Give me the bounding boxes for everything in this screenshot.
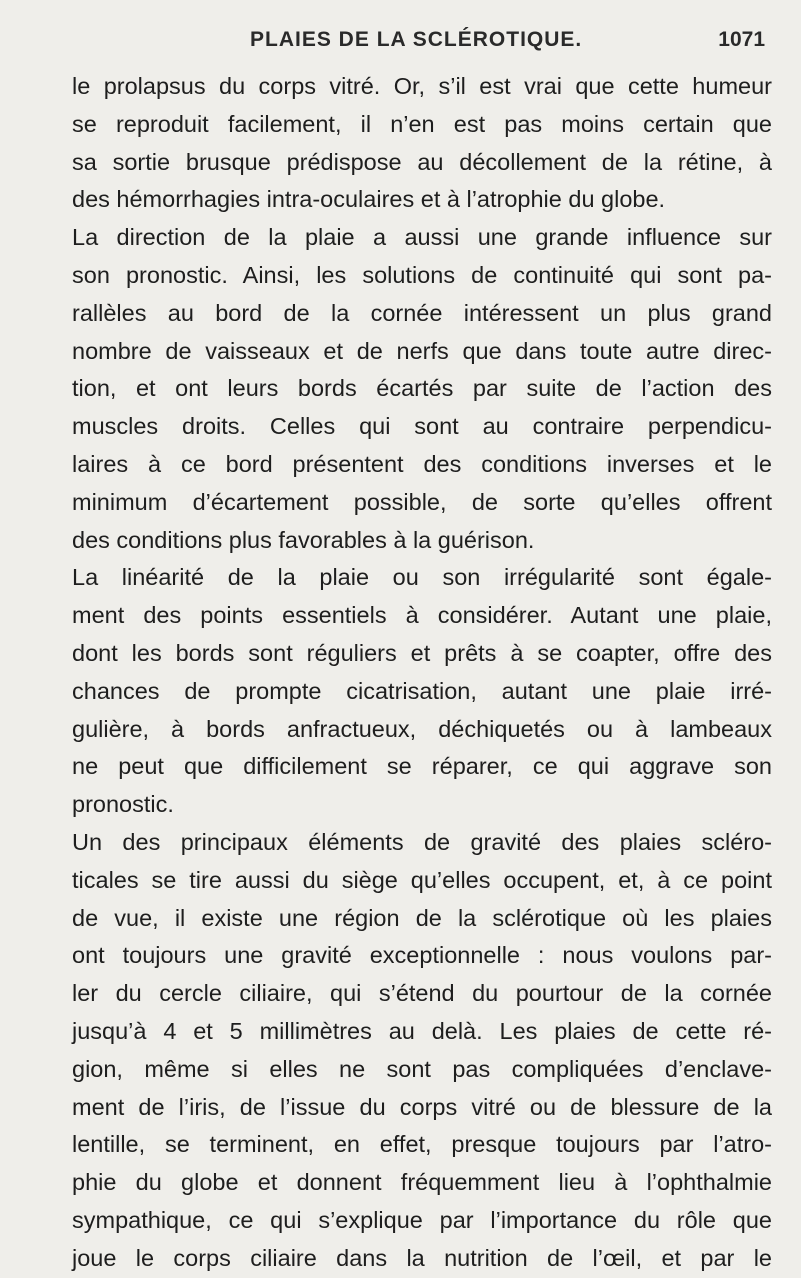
text-line: ment de l’iris, de l’issue du corps vitré ou de blessure de la bbox=[72, 1093, 772, 1120]
text-line: des hémorrhagies intra-oculaires et à l’atrophie du globe. bbox=[72, 186, 666, 213]
text-line: joue le corps ciliaire dans la nutrition de l’œil, et par le bbox=[72, 1244, 772, 1271]
running-title: PLAIES DE LA SCLÉROTIQUE. bbox=[250, 28, 583, 51]
text-line: ne peut que difficilement se réparer, ce qui aggrave son bbox=[72, 753, 772, 780]
text-line: tion, et ont leurs bords écartés par suite de l’action des bbox=[72, 375, 772, 402]
text-line: de vue, il existe une région de la sclérotique où les plaies bbox=[72, 904, 772, 931]
text-line: sympathique, ce qui s’explique par l’importance du rôle que bbox=[72, 1206, 772, 1233]
text-line: gulière, à bords anfractueux, déchiquetés ou à lambeaux bbox=[72, 715, 772, 742]
text-line: lentille, se terminent, en effet, presque toujours par l’atro- bbox=[72, 1131, 772, 1158]
text-line: le prolapsus du corps vitré. Or, s’il est vrai que cette humeur bbox=[72, 73, 772, 99]
text-line: pronostic. bbox=[72, 791, 174, 818]
text-line: nombre de vaisseaux et de nerfs que dans toute autre direc- bbox=[72, 337, 772, 364]
text-line: ment des points essentiels à considérer. Autant une plaie, bbox=[72, 602, 772, 629]
text-line: des conditions plus favorables à la guérison. bbox=[72, 526, 535, 553]
text-line: rallèles au bord de la cornée intéressent un plus grand bbox=[72, 299, 772, 326]
text-line: sa sortie brusque prédispose au décollement de la rétine, à bbox=[72, 148, 772, 175]
text-line: laires à ce bord présentent des conditions inverses et le bbox=[72, 450, 772, 477]
text-line: Un des principaux éléments de gravité des plaies scléro- bbox=[72, 828, 772, 855]
text-line: phie du globe et donnent fréquemment lieu à l’ophthalmie bbox=[72, 1169, 772, 1196]
text-line: gion, même si elles ne sont pas compliquées d’enclave- bbox=[72, 1055, 772, 1082]
body-text bbox=[72, 68, 772, 1278]
text-line: muscles droits. Celles qui sont au contraire perpendicu- bbox=[72, 413, 772, 440]
running-head bbox=[72, 28, 765, 58]
text-line: son pronostic. Ainsi, les solutions de continuité qui sont pa- bbox=[72, 261, 772, 288]
text-line: jusqu’à 4 et 5 millimètres au delà. Les plaies de cette ré- bbox=[72, 1017, 772, 1044]
text-line: dont les bords sont réguliers et prêts à se coapter, offre des bbox=[72, 639, 772, 666]
text-line: La direction de la plaie a aussi une grande influence sur bbox=[72, 224, 772, 251]
text-line: ticales se tire aussi du siège qu’elles occupent, et, à ce point bbox=[72, 866, 772, 893]
text-line: La linéarité de la plaie ou son irrégularité sont égale- bbox=[72, 564, 772, 591]
text-line: minimum d’écartement possible, de sorte qu’elles offrent bbox=[72, 488, 772, 515]
text-line: ler du cercle ciliaire, qui s’étend du pourtour de la cornée bbox=[72, 980, 772, 1007]
text-line: chances de prompte cicatrisation, autant une plaie irré- bbox=[72, 677, 772, 704]
text-line: se reproduit facilement, il n’en est pas moins certain que bbox=[72, 110, 772, 137]
text-line: ont toujours une gravité exceptionnelle : nous voulons par- bbox=[72, 942, 772, 969]
page-number: 1071 bbox=[718, 28, 765, 51]
